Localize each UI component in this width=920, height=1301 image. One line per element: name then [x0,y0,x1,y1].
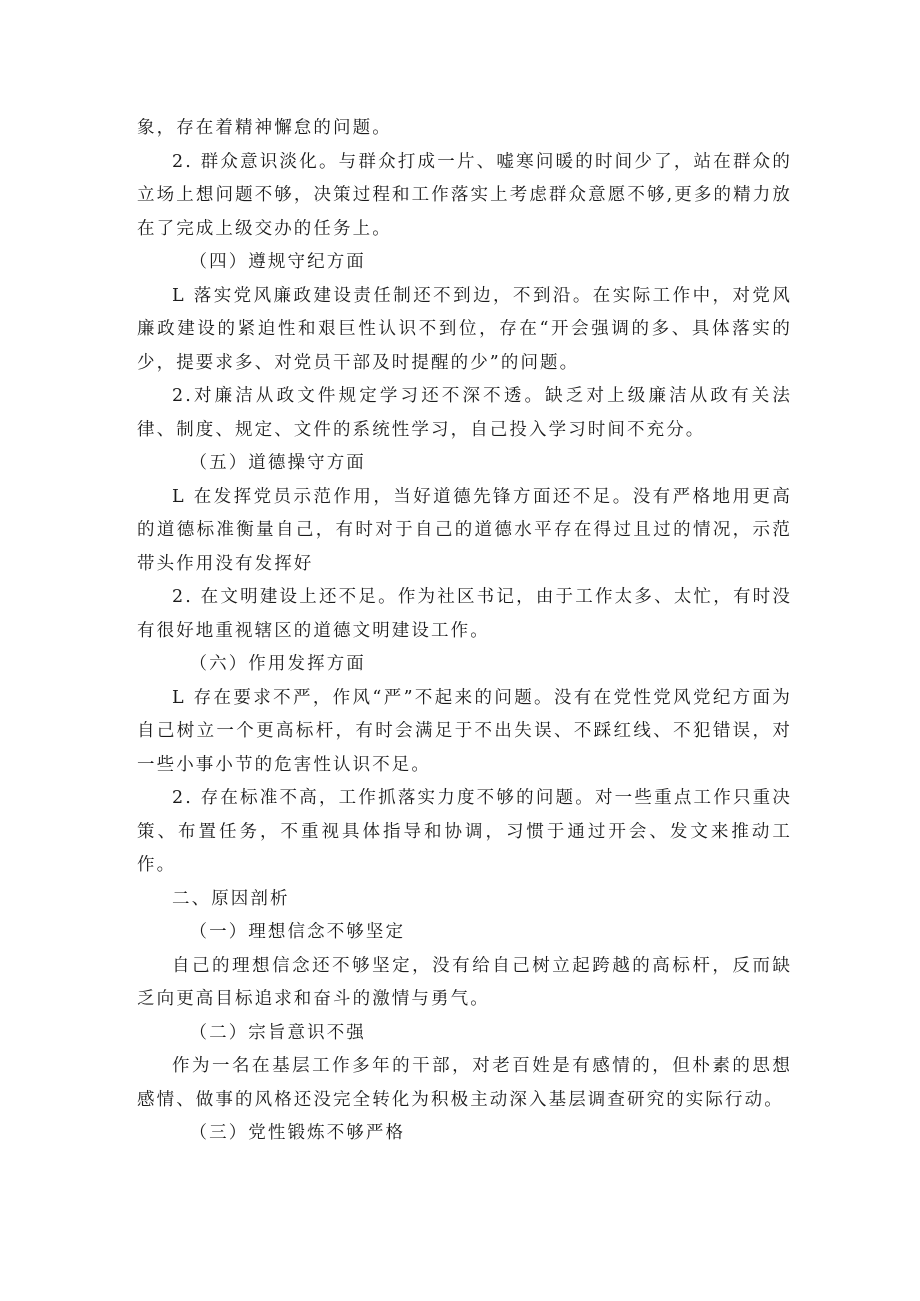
heading-discipline: （四）遵规守纪方面 [189,252,366,272]
section-heading-cause-analysis: 二、原因剖析 [172,888,290,909]
paragraph-model-role: L 在发挥党员示范作用，当好道德先锋方面还不足。没有严格地用更高的道德标准衡量自己，有时对于自己的道德水平存在得过且过的情况，示范带头作用没有发挥好 [137,486,792,574]
paragraph-strict-requirements: L 存在要求不严，作风“严”不起来的问题。没有在党性党风党纪方面为自己树立一个更高标杆，有时会满足于不出失误、不踩红线、不犯错误，对一些小事小节的危害性认识不足。 [137,687,792,775]
paragraph-mass-awareness: 2. 群众意识淡化。与群众打成一片、嘘寒问暖的时间少了，站在群众的立场上想问题不够，决策过程和工作落实上考虑群众意愿不够,更多的精力放在了完成上级交办的任务上。 [137,151,792,239]
heading-party-spirit: （三）党性锻炼不够严格 [189,1123,406,1143]
heading-purpose: （二）宗旨意识不强 [189,1022,366,1043]
paragraph-integrity-study: 2.对廉洁从政文件规定学习还不深不透。缺乏对上级廉洁从政有关法律、制度、规定、文件的系统性学习，自己投入学习时间不充分。 [137,386,792,440]
paragraph-continuation: 象，存在着精神懈怠的问题。 [137,118,392,138]
heading-role-play: （六）作用发挥方面 [189,654,366,674]
paragraph-ideals: 自己的理想信念还不够坚定，没有给自己树立起跨越的高标杆，反而缺乏向更高目标追求和奋斗的激情与勇气。 [137,955,792,1009]
paragraph-civilization-building: 2. 在文明建设上还不足。作为社区书记，由于工作太多、太忙，有时没有很好地重视辖区的道德文明建设工作。 [137,587,792,641]
paragraph-integrity-responsibility: L 落实党风廉政建设责任制还不到边，不到沿。在实际工作中，对党风廉政建设的紧迫性和艰巨性认识不到位，存在“开会强调的多、具体落实的少，提要求多、对党员干部及时提醒的少”的问题。 [137,285,792,373]
paragraph-implementation: 2. 存在标准不高，工作抓落实力度不够的问题。对一些重点工作只重决策、布置任务，不重视具体指导和协调，习惯于通过开会、发文来推动工作。 [137,788,792,875]
heading-ideals: （一）理想信念不够坚定 [189,922,406,942]
paragraph-purpose: 作为一名在基层工作多年的干部，对老百姓是有感情的，但朴素的思想感情、做事的风格还没完全转化为积极主动深入基层调查研究的实际行动。 [137,1056,792,1110]
heading-morality: （五）道德操守方面 [189,453,366,473]
document-body [137,112,792,1151]
